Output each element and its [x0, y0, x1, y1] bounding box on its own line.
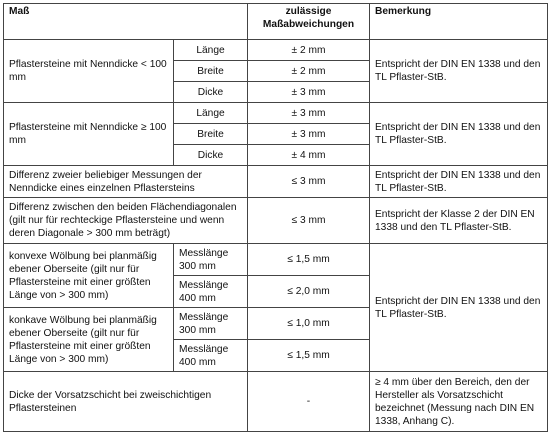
diff-label: Differenz zweier beliebiger Messungen der Nenndicke eines einzelnen Pflastersteins — [4, 166, 248, 198]
group2-remark: Entspricht der DIN EN 1338 und den TL Pflaster-StB. — [370, 103, 548, 166]
group1-label: Pflastersteine mit Nenndicke < 100 mm — [4, 40, 174, 103]
vorsatz-remark: ≥ 4 mm über den Bereich, den der Hersteller als Vorsatzschicht bezeichnet (Messung nach DIN EN 1338, Anhang C). — [370, 372, 548, 432]
group2-breite: Breite — [174, 124, 248, 145]
konkav-400-value: ≤ 1,5 mm — [248, 340, 370, 372]
header-abweichungen: zulässige Maßabweichungen — [248, 4, 370, 40]
konkav-messlaenge-400: Messlänge 400 mm — [174, 340, 248, 372]
group2-laenge: Länge — [174, 103, 248, 124]
konvex-300-value: ≤ 1,5 mm — [248, 244, 370, 276]
header-bemerkung: Bemerkung — [370, 4, 548, 40]
group1-dicke: Dicke — [174, 82, 248, 103]
konkav-messlaenge-300: Messlänge 300 mm — [174, 308, 248, 340]
diff-value: ≤ 3 mm — [248, 166, 370, 198]
header-mass: Maß — [4, 4, 248, 40]
konvex-messlaenge-400: Messlänge 400 mm — [174, 276, 248, 308]
table-row — [4, 166, 548, 198]
konvex-messlaenge-300: Messlänge 300 mm — [174, 244, 248, 276]
diag-label: Differenz zwischen den beiden Flächendiagonalen (gilt nur für rechteckige Pflastersteine und wenn deren Diagonale > 300 mm beträgt) — [4, 198, 248, 244]
table-row — [4, 198, 548, 244]
konkav-label: konkave Wölbung bei planmäßig ebener Oberseite (gilt nur für Pflastersteine mit einer größten Länge von > 300 mm) — [4, 308, 174, 372]
vorsatz-label: Dicke der Vorsatzschicht bei zweischichtigen Pflastersteinen — [4, 372, 248, 432]
group1-dicke-value: ± 3 mm — [248, 82, 370, 103]
table-row — [4, 103, 548, 124]
vorsatz-value: - — [248, 372, 370, 432]
group1-laenge-value: ± 2 mm — [248, 40, 370, 61]
group2-dicke-value: ± 4 mm — [248, 145, 370, 166]
woelbung-remark: Entspricht der DIN EN 1338 und den TL Pflaster-StB. — [370, 244, 548, 372]
group1-breite-value: ± 2 mm — [248, 61, 370, 82]
konvex-400-value: ≤ 2,0 mm — [248, 276, 370, 308]
header-row — [4, 4, 548, 40]
diag-remark: Entspricht der Klasse 2 der DIN EN 1338 und den TL Pflaster-StB. — [370, 198, 548, 244]
tolerance-table — [3, 3, 548, 432]
group1-laenge: Länge — [174, 40, 248, 61]
group2-breite-value: ± 3 mm — [248, 124, 370, 145]
konvex-label: konvexe Wölbung bei planmäßig ebener Oberseite (gilt nur für Pflastersteine mit einer größten Länge von > 300 mm) — [4, 244, 174, 308]
table-row — [4, 244, 548, 276]
group2-dicke: Dicke — [174, 145, 248, 166]
group1-breite: Breite — [174, 61, 248, 82]
diag-value: ≤ 3 mm — [248, 198, 370, 244]
konkav-300-value: ≤ 1,0 mm — [248, 308, 370, 340]
table-row — [4, 372, 548, 432]
diff-remark: Entspricht der DIN EN 1338 und den TL Pflaster-StB. — [370, 166, 548, 198]
group2-label: Pflastersteine mit Nenndicke ≥ 100 mm — [4, 103, 174, 166]
table-row — [4, 40, 548, 61]
group2-laenge-value: ± 3 mm — [248, 103, 370, 124]
group1-remark: Entspricht der DIN EN 1338 und den TL Pflaster-StB. — [370, 40, 548, 103]
